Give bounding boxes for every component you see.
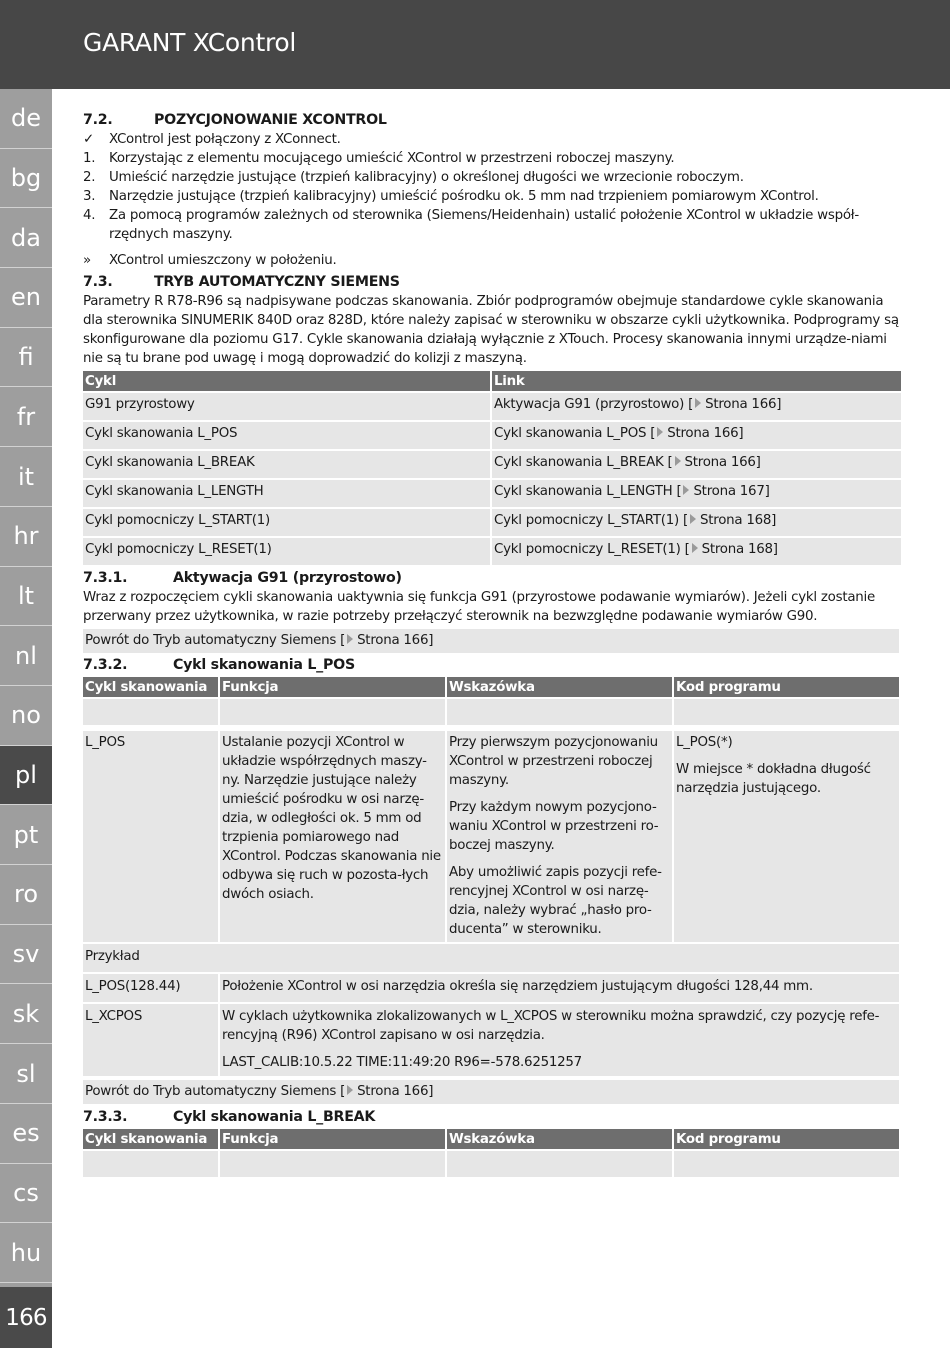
sidebar-lang-it[interactable]: it xyxy=(0,447,52,507)
link-cell[interactable]: Cykl pomocniczy L_RESET(1) [ Strona 168] xyxy=(492,538,901,565)
cycle-cell: L_POS xyxy=(83,727,218,942)
back-link[interactable]: Powrót do Tryb automatyczny Siemens [ Strona 166] xyxy=(83,629,899,653)
link-arrow-icon xyxy=(675,456,681,466)
section-title: TRYB AUTOMATYCZNY SIEMENS xyxy=(154,274,400,290)
section-heading-7-3 xyxy=(83,273,899,292)
table-header-function: Funkcja xyxy=(220,1129,445,1149)
step-item: 1. Korzystając z elementu mocującego umieścić XControl w przestrzeni roboczej maszyny. xyxy=(83,151,675,166)
sidebar-lang-da[interactable]: da xyxy=(0,208,52,268)
sidebar-lang-en[interactable]: en xyxy=(0,268,52,328)
sidebar-lang-fr[interactable]: fr xyxy=(0,388,52,448)
section-heading-7-3-3 xyxy=(83,1108,899,1127)
section-title: Cykl skanowania L_BREAK xyxy=(173,1109,376,1125)
table-header-cycle: Cykl skanowania xyxy=(83,1129,218,1149)
table-row xyxy=(83,451,901,478)
link-cell[interactable]: Cykl skanowania L_POS [ Strona 166] xyxy=(492,422,901,449)
section-title: POZYCJONOWANIE XCONTROL xyxy=(154,112,387,128)
language-sidebar xyxy=(0,89,52,1348)
section-heading-7-3-2 xyxy=(83,656,899,675)
section-number: 7.2. xyxy=(83,112,113,128)
table-row xyxy=(83,727,899,942)
step-item: 2. Umieścić narzędzie justujące (trzpień kalibracyjny) o określonej długości we wrzecionie roboczym. xyxy=(83,170,744,185)
section-heading-7-2 xyxy=(83,111,899,130)
table-header-code: Kod programu xyxy=(674,677,899,697)
table-row xyxy=(83,422,901,449)
sidebar-lang-sv[interactable]: sv xyxy=(0,925,52,985)
section-title: Aktywacja G91 (przyrostowo) xyxy=(173,570,402,586)
sidebar-lang-sl[interactable]: sl xyxy=(0,1044,52,1104)
step-number: 3. xyxy=(83,189,96,204)
sidebar-lang-nl[interactable]: nl xyxy=(0,626,52,686)
table-row xyxy=(83,480,901,507)
sidebar-lang-es[interactable]: es xyxy=(0,1104,52,1164)
table-header-cycle: Cykl skanowania xyxy=(83,677,218,697)
cycle-cell: Cykl skanowania L_BREAK xyxy=(83,451,490,478)
link-arrow-icon xyxy=(692,543,698,553)
table-row-empty xyxy=(83,699,899,725)
sidebar-lang-bg[interactable]: bg xyxy=(0,149,52,209)
cycle-cell: Cykl pomocniczy L_RESET(1) xyxy=(83,538,490,565)
hint-cell: Przy pierwszym pozycjonowaniu XControl w przestrzeni roboczej maszyny. Przy każdym nowym pozycjono-waniu XControl w przestrzeni ro-boczej maszyny. Aby umożliwić zapis pozycji refe-rencyjnej XControl w osi narzę-dzia, należy wybrać „hasło pro-ducenta” w sterowniku. xyxy=(447,727,672,942)
precondition: ✓ XControl jest połączony z XConnect. xyxy=(83,132,341,147)
section-number: 7.3.3. xyxy=(83,1109,128,1125)
link-cell[interactable]: Aktywacja G91 (przyrostowo) [ Strona 166] xyxy=(492,393,901,420)
section-title: Cykl skanowania L_POS xyxy=(173,657,355,673)
sidebar-lang-fi[interactable]: fi xyxy=(0,328,52,388)
section-heading-7-3-1 xyxy=(83,569,899,588)
table-header-function: Funkcja xyxy=(220,677,445,697)
sidebar-lang-cs[interactable]: cs xyxy=(0,1164,52,1224)
step-number: 1. xyxy=(83,151,96,166)
table-row-example-label: Przykład xyxy=(83,944,899,972)
table-header-code: Kod programu xyxy=(674,1129,899,1149)
page-content xyxy=(83,111,899,1179)
function-cell: Ustalanie pozycji XControl w układzie współrzędnych maszy-ny. Narzędzie justujące należy umieścić pośrodku w osi narzę-dzia, w odległości ok. 5 mm od trzpienia pomiarowego nad XControl. Podczas skanowania nie odbywa się ruch w pozosta-łych dwóch osiach. xyxy=(220,727,445,942)
link-cell[interactable]: Cykl pomocniczy L_START(1) [ Strona 168] xyxy=(492,509,901,536)
step-list xyxy=(83,149,899,244)
section-number: 7.3.1. xyxy=(83,570,128,586)
cycle-cell: Cykl pomocniczy L_START(1) xyxy=(83,509,490,536)
link-arrow-icon xyxy=(695,398,701,408)
sidebar-lang-ro[interactable]: ro xyxy=(0,865,52,925)
link-arrow-icon xyxy=(347,1085,353,1095)
table-row-empty xyxy=(83,1151,899,1177)
sidebar-lang-pt[interactable]: pt xyxy=(0,805,52,865)
document-title: GARANT XControl xyxy=(83,28,297,57)
table-row: L_XCPOS W cyklach użytkownika zlokalizowanych w L_XCPOS w sterowniku można sprawdzić, czy pozycję refe-rencyjną (R96) XControl zapisano w osi narzędzia. LAST_CALIB:10.5.22 TIME:11:49:20 R96=-578.6251257 xyxy=(83,1004,899,1076)
code-cell: L_POS(*) W miejsce * dokładna długość narzędzia justującego. xyxy=(674,727,899,942)
table-row xyxy=(83,393,901,420)
cycle-link-table xyxy=(81,369,903,567)
check-icon: ✓ xyxy=(83,132,94,147)
sidebar-lang-de[interactable]: de xyxy=(0,89,52,149)
table-header-link: Link xyxy=(492,371,901,391)
section-text: Wraz z rozpoczęciem cykli skanowania uaktywnia się funkcja G91 (przyrostowe podawanie wymiarów). Jeżeli cykl zostanie przerwany przez użytkownika, w razie potrzeby przełączyć sterownik na bezwzględne podawanie wymiarów G90. xyxy=(83,590,876,624)
step-item: 3. Narzędzie justujące (trzpień kalibracyjny) umieścić pośrodku ok. 5 mm nad trzpieniem pomiarowym XControl. xyxy=(83,189,819,204)
table-header-hint: Wskazówka xyxy=(447,677,672,697)
section-number: 7.3.2. xyxy=(83,657,128,673)
link-arrow-icon xyxy=(690,514,696,524)
page-number: 166 xyxy=(0,1287,52,1348)
sidebar-lang-hr[interactable]: hr xyxy=(0,507,52,567)
page-header xyxy=(0,0,950,89)
table-row xyxy=(83,509,901,536)
result-marker: » xyxy=(83,253,91,268)
sidebar-lang-sk[interactable]: sk xyxy=(0,985,52,1045)
table-header-cycle: Cykl xyxy=(83,371,490,391)
link-arrow-icon xyxy=(347,634,353,644)
result: » XControl umieszczony w położeniu. xyxy=(83,253,337,268)
sidebar-lang-lt[interactable]: lt xyxy=(0,567,52,627)
table-header-hint: Wskazówka xyxy=(447,1129,672,1149)
lpos-table xyxy=(81,675,901,1078)
table-row: L_POS(128.44) Położenie XControl w osi narzędzia określa się narzędziem justującym długości 128,44 mm. xyxy=(83,974,899,1002)
section-intro: Parametry R R78-R96 są nadpisywane podczas skanowania. Zbiór podprogramów obejmuje standardowe cykle skanowania dla sterownika SINUMERIK 840D oraz 828D, które należy zapisać w sterowniku w obszarze cykli użytkownika. Podprogramy są skonfigurowane dla poziomu G17. Cykle skanowania działają wyłącznie z XTouch. Procesy skanowania innymi urządze-niami nie są tu brane pod uwagę i mogą doprowadzić do kolizji z maszyną. xyxy=(83,294,899,366)
step-item: 4. Za pomocą programów zależnych od sterownika (Siemens/Heidenhain) ustalić położenie XControl w układzie współ-rzędnych maszyny. xyxy=(83,208,859,242)
cycle-cell: Cykl skanowania L_LENGTH xyxy=(83,480,490,507)
cycle-cell: G91 przyrostowy xyxy=(83,393,490,420)
sidebar-lang-no[interactable]: no xyxy=(0,686,52,746)
link-cell[interactable]: Cykl skanowania L_BREAK [ Strona 166] xyxy=(492,451,901,478)
lbreak-table xyxy=(81,1127,901,1179)
section-number: 7.3. xyxy=(83,274,113,290)
cycle-cell: Cykl skanowania L_POS xyxy=(83,422,490,449)
link-arrow-icon xyxy=(683,485,689,495)
link-arrow-icon xyxy=(657,427,663,437)
sidebar-lang-hu[interactable]: hu xyxy=(0,1223,52,1283)
table-row xyxy=(83,538,901,565)
sidebar-lang-pl[interactable]: pl xyxy=(0,746,52,806)
step-number: 4. xyxy=(83,208,96,223)
step-number: 2. xyxy=(83,170,96,185)
link-cell[interactable]: Cykl skanowania L_LENGTH [ Strona 167] xyxy=(492,480,901,507)
back-link[interactable]: Powrót do Tryb automatyczny Siemens [ Strona 166] xyxy=(83,1080,899,1104)
